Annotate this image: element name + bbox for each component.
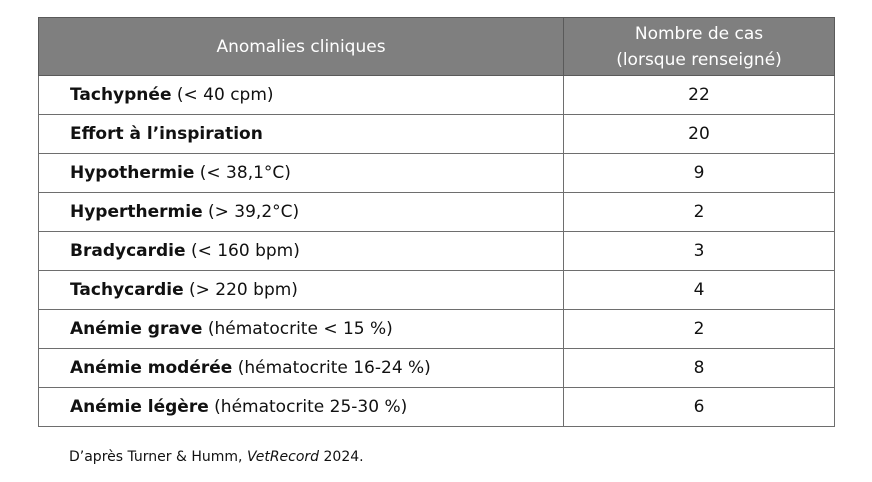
anomaly-term: Bradycardie — [70, 241, 186, 261]
anomaly-cell — [39, 388, 564, 427]
case-count: 6 — [564, 388, 835, 427]
anomaly-cell — [39, 76, 564, 115]
case-count: 2 — [564, 193, 835, 232]
table-row — [39, 76, 835, 115]
case-count: 22 — [564, 76, 835, 115]
anomaly-term: Anémie grave — [70, 319, 203, 339]
source-prefix: D’après Turner & Humm, — [69, 449, 247, 465]
anomaly-detail: (hématocrite 25-30 %) — [214, 397, 408, 417]
case-count: 8 — [564, 349, 835, 388]
table-row — [39, 388, 835, 427]
source-suffix: 2024. — [319, 449, 364, 465]
anomaly-detail: (< 40 cpm) — [176, 85, 274, 105]
header-anomalies: Anomalies cliniques — [39, 18, 564, 76]
case-count: 2 — [564, 310, 835, 349]
case-count: 4 — [564, 271, 835, 310]
table-row — [39, 349, 835, 388]
anomaly-cell — [39, 310, 564, 349]
anomaly-term: Tachycardie — [70, 280, 184, 300]
case-count: 3 — [564, 232, 835, 271]
anomaly-cell — [39, 193, 564, 232]
anomaly-detail: (< 160 bpm) — [190, 241, 300, 261]
header-case-count-line1: Nombre de cas — [634, 23, 764, 44]
table-body — [39, 76, 835, 427]
table-row — [39, 115, 835, 154]
anomaly-term: Anémie modérée — [70, 358, 233, 378]
table-header-row — [39, 18, 835, 76]
anomaly-term: Tachypnée — [70, 85, 172, 105]
anomaly-cell — [39, 271, 564, 310]
table-row — [39, 193, 835, 232]
anomaly-term: Effort à l’inspiration — [70, 124, 263, 144]
table-row — [39, 232, 835, 271]
anomaly-detail: (> 39,2°C) — [208, 202, 300, 222]
source-citation — [69, 449, 364, 465]
source-journal: VetRecord — [246, 449, 320, 465]
anomaly-detail: (hématocrite 16-24 %) — [237, 358, 431, 378]
anomaly-term: Hypothermie — [70, 163, 195, 183]
anomaly-detail: (> 220 bpm) — [189, 280, 298, 300]
anomaly-cell — [39, 232, 564, 271]
table-row — [39, 310, 835, 349]
anomaly-detail: (hématocrite < 15 %) — [207, 319, 393, 339]
anomaly-detail: (< 38,1°C) — [199, 163, 291, 183]
header-case-count-line2: (lorsque renseigné) — [616, 49, 782, 70]
anomaly-cell — [39, 154, 564, 193]
anomaly-cell — [39, 115, 564, 154]
anomaly-cell — [39, 349, 564, 388]
table-row — [39, 154, 835, 193]
header-case-count — [564, 18, 835, 76]
anomaly-term: Anémie légère — [70, 397, 209, 417]
anomaly-term: Hyperthermie — [70, 202, 203, 222]
table-row — [39, 271, 835, 310]
clinical-anomalies-table — [38, 17, 835, 427]
case-count: 9 — [564, 154, 835, 193]
case-count: 20 — [564, 115, 835, 154]
